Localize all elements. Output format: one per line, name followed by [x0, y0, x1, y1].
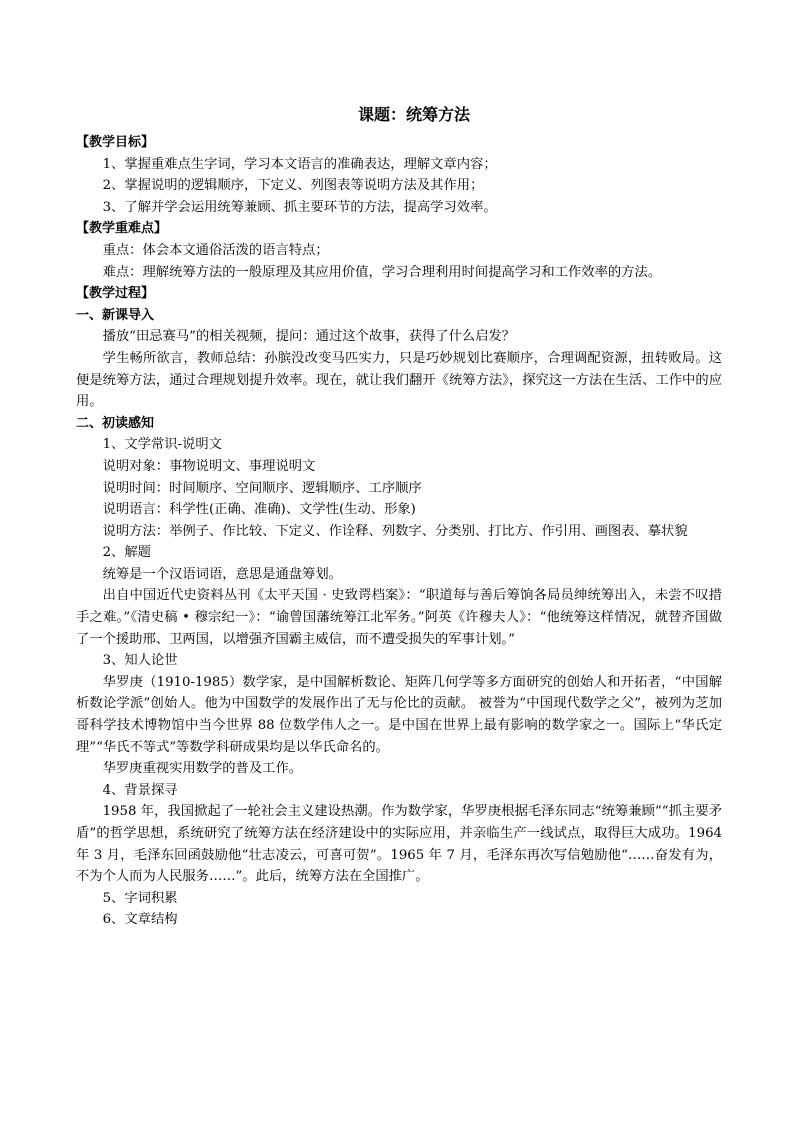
- goal-item-3: 3、了解并学会运用统筹兼顾、抓主要环节的方法，提高学习效率。: [102, 199, 497, 215]
- subsection-heading-1: 1、文学常识-说明文: [102, 437, 222, 453]
- goal-item-1: 1、掌握重难点生字词，学习本文语言的准确表达，理解文章内容；: [102, 156, 497, 172]
- section-heading-keypoints: 【教学重难点】: [76, 221, 168, 237]
- section-heading-goals: 【教学目标】: [76, 135, 155, 150]
- background-paragraph: 1958 年，我国掀起了一轮社会主义建设热潮。作为数学家，华罗庚根据毛泽东同志“统筹兼顾”“抓主要矛盾”的哲学思想，系统研究了统筹方法在经济建设中的实际应用，并亲临生产一线试点，取得巨大成功。1964 年 3 月，毛泽东回函鼓励他“壮志凌云，可喜可贺”。1965 年 7 月，毛泽东再次写信勉励他“……奋发有为，不为个人而为人民服务……”。此后，统筹方法在全国推广。: [76, 804, 722, 885]
- subsection-heading-5: 5、字词积累: [102, 890, 178, 906]
- explanation-methods: 说明方法：举例子、作比较、下定义、作诠释、列数字、分类别、打比方、作引用、画图表、摹状貌: [102, 523, 688, 539]
- subsection-heading-2: 2、解题: [102, 545, 151, 561]
- explanation-order: 说明时间：时间顺序、空间顺序、逻辑顺序、工序顺序: [102, 480, 422, 496]
- subsection-heading-3: 3、知人论世: [102, 653, 178, 669]
- author-note: 华罗庚重视实用数学的普及工作。: [102, 761, 303, 777]
- difficult-point: 难点：理解统筹方法的一般原理及其应用价值，学习合理利用时间提高学习和工作效率的方法。: [102, 264, 662, 280]
- subsection-heading-4: 4、背景探寻: [102, 782, 178, 798]
- part2-heading: 二、初读感知: [76, 415, 155, 431]
- subsection-heading-6: 6、文章结构: [102, 912, 178, 928]
- part1-paragraph-1: 播放“田忌赛马”的相关视频，提问：通过这个故事，获得了什么启发？: [102, 329, 516, 345]
- title-explanation-1: 统筹是一个汉语词语，意思是通盘筹划。: [102, 566, 342, 582]
- goal-item-2: 2、掌握说明的逻辑顺序，下定义、列图表等说明方法及其作用；: [102, 178, 484, 194]
- document-page: [76, 104, 722, 931]
- title-explanation-2: 出自中国近代史资料丛刊《太平天国 · 史致谔档案》：“职道每与善后筹饷各局员绅统筹出入，未尝不叹措手之难。”《清史稿 • 穆宗纪一》：“谕曾国藩统筹江北军务。”阿英《许穆夫人》：“他统筹这样情况，就替齐国做了一个援助邢、卫两国，以增强齐国霸主威信，而不遭受损失的军事计划。”: [76, 588, 722, 647]
- explanation-language: 说明语言：科学性(正确、准确)、文学性(生动、形象): [102, 502, 416, 518]
- key-point: 重点：体会本文通俗活泼的语言特点；: [102, 242, 329, 258]
- page-title: 课题：统筹方法: [357, 105, 470, 124]
- explanation-object: 说明对象：事物说明文、事理说明文: [102, 458, 316, 474]
- author-bio: 华罗庚（1910-1985）数学家，是中国解析数论、矩阵几何学等多方面研究的创始人和开拓者，“中国解析数论学派”创始人。他为中国数学的发展作出了无与伦比的贡献。 被誉为“中国现代数学之父”，被列为芝加哥科学技术博物馆中当今世界 88 位数学伟人之一。是中国在世界上最有影响的数学家之一。国际上“华氏定理”“华氏不等式”等数学科研成果均是以华氏命名的。: [76, 674, 722, 755]
- section-heading-process: 【教学过程】: [76, 286, 155, 302]
- part1-paragraph-2: 学生畅所欲言，教师总结：孙膑没改变马匹实力，只是巧妙规划比赛顺序，合理调配资源，扭转败局。这便是统筹方法，通过合理规划提升效率。现在，就让我们翻开《统筹方法》，探究这一方法在生活、工作中的应用。: [76, 350, 722, 410]
- part1-heading: 一、新课导入: [76, 307, 155, 323]
